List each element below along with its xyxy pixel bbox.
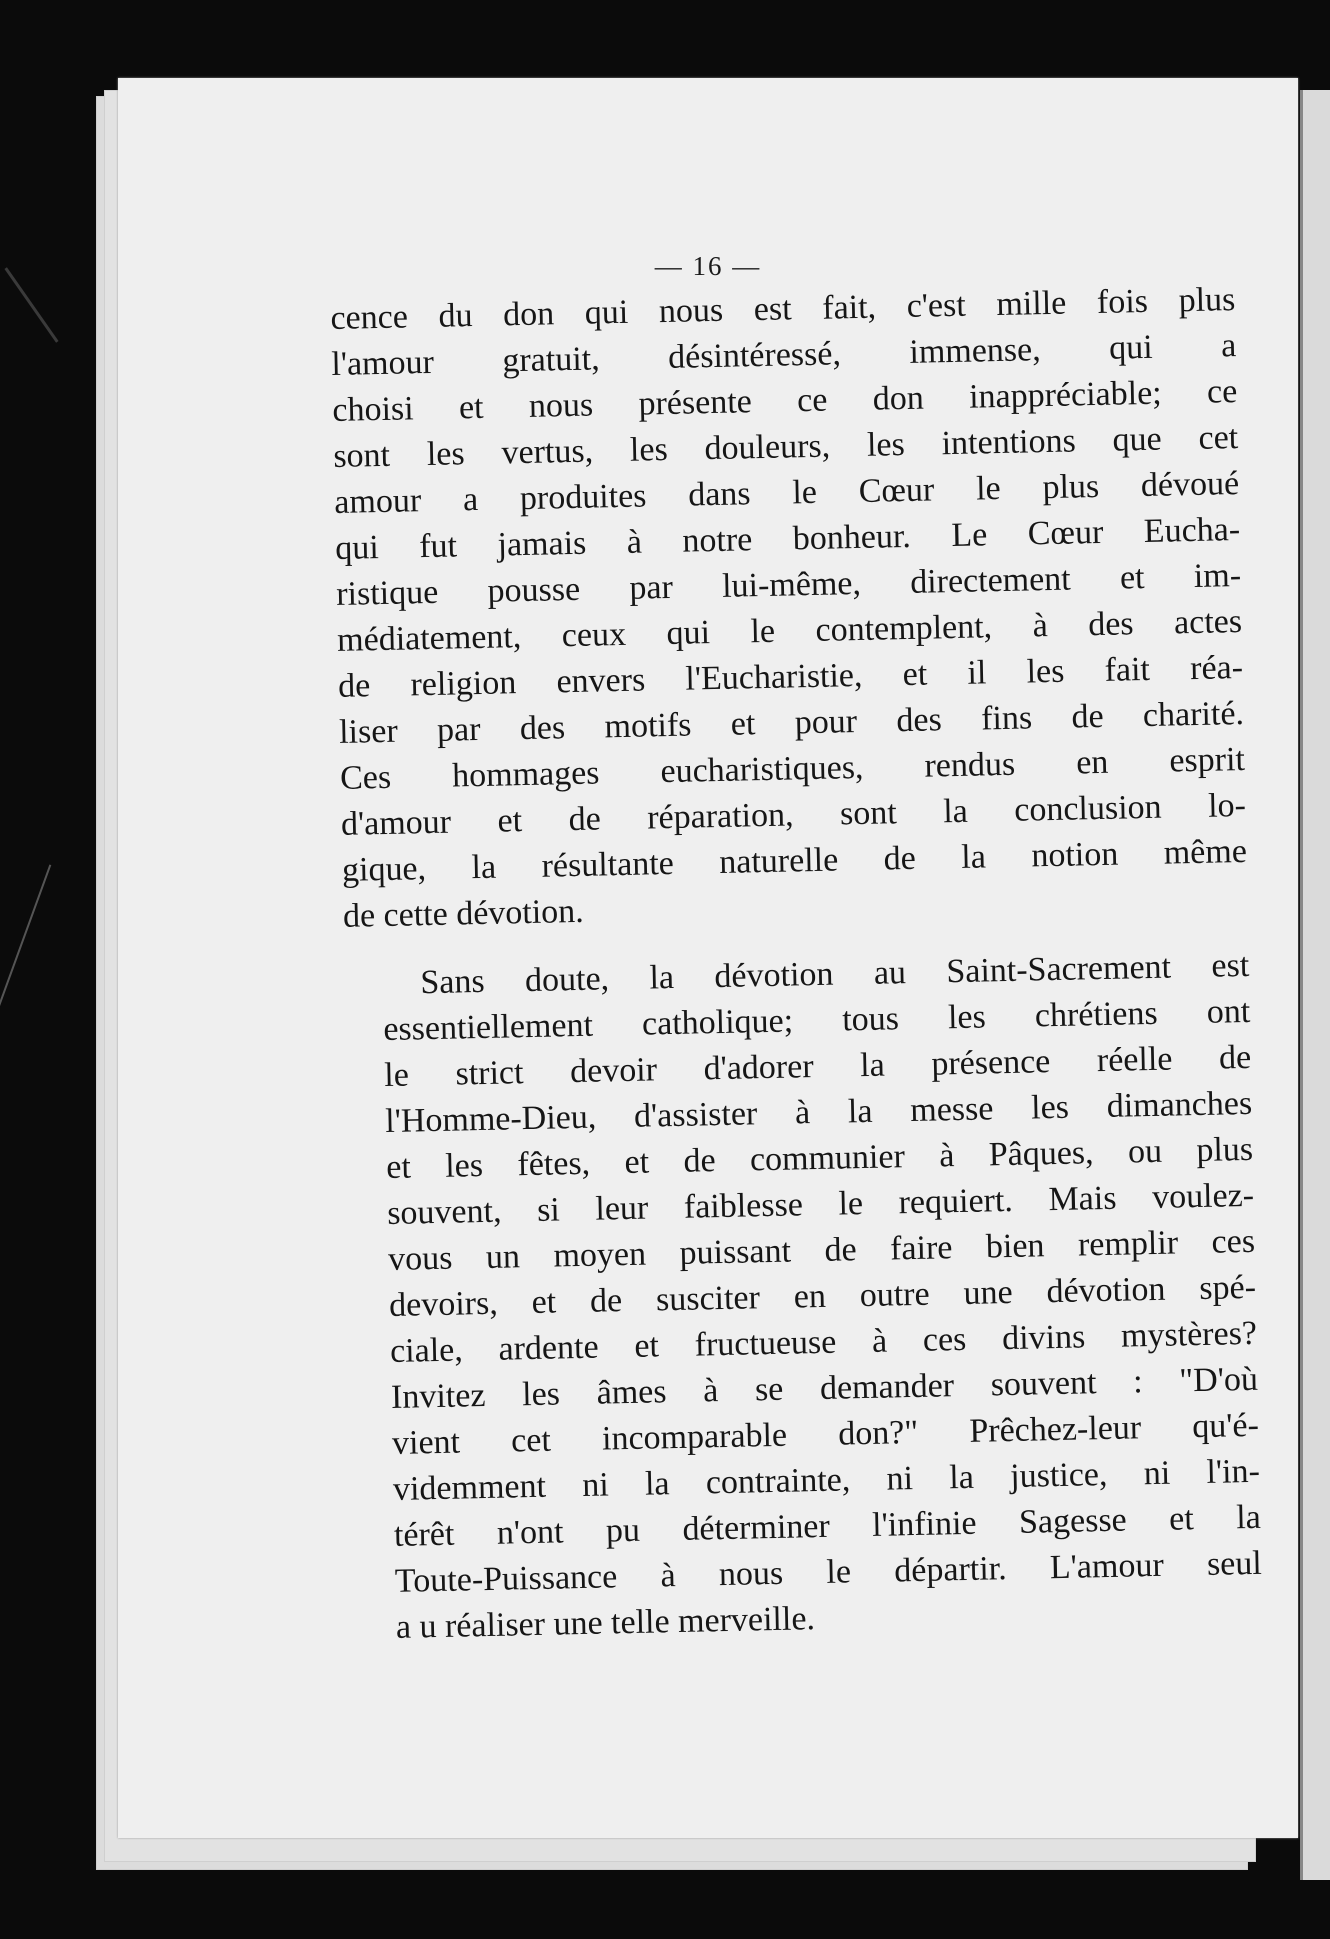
- text-line: a u réaliser une telle merveille.: [395, 1600, 816, 1646]
- paragraph-1: [330, 277, 1248, 940]
- text-line: ciale, ardente et fructueuse à ces divins mystères?: [389, 1314, 1258, 1370]
- scan-artifact: [4, 267, 58, 342]
- text-line: d'amour et de réparation, sont la conclusion lo-: [340, 786, 1247, 843]
- text-line: l'amour gratuit, désintéressé, immense, qui a: [331, 327, 1237, 383]
- text-line: souvent, si leur faiblesse le requiert. Mais voulez-: [386, 1176, 1255, 1232]
- text-line: cence du don qui nous est fait, c'est mille fois plus: [330, 281, 1236, 337]
- text-line: Toute-Puissance à nous le départir. L'amour seul: [394, 1544, 1263, 1600]
- scan-artifact: [0, 864, 51, 1015]
- text-line: Sans doute, la dévotion au Saint-Sacrement est: [420, 946, 1250, 1002]
- text-line: liser par des motifs et pour des fins de charité.: [338, 694, 1245, 751]
- text-line: l'Homme-Dieu, d'assister à la messe les dimanches: [384, 1084, 1253, 1141]
- text-line: térêt n'ont pu déterminer l'infinie Sagesse et la: [393, 1498, 1262, 1554]
- page-body: [330, 277, 1263, 1652]
- text-line: Ces hommages eucharistiques, rendus en esprit: [339, 740, 1246, 797]
- text-line: Invitez les âmes à se demander souvent : "D'où: [390, 1360, 1259, 1416]
- text-line: essentiellement catholique; tous les chrétiens ont: [382, 992, 1251, 1049]
- page-number: — 16 —: [654, 251, 762, 281]
- text-line: de religion envers l'Eucharistie, et il les fait réa-: [337, 648, 1244, 705]
- text-line: devoirs, et de susciter en outre une dévotion spé-: [388, 1268, 1257, 1324]
- text-line: vous un moyen puissant de faire bien remplir ces: [387, 1222, 1256, 1278]
- book-page: [118, 78, 1298, 1838]
- text-line: vient cet incomparable don?" Prêchez-leur qu'é-: [391, 1406, 1260, 1462]
- text-line: gique, la résultante naturelle de la notion même: [341, 832, 1248, 889]
- text-line: médiatement, ceux qui le contemplent, à des actes: [336, 602, 1243, 659]
- text-line: et les fêtes, et de communier à Pâques, ou plus: [385, 1130, 1254, 1187]
- text-line: sont les vertus, les douleurs, les intentions que cet: [332, 419, 1239, 475]
- right-page-strip: [1300, 90, 1330, 1880]
- text-line: ristique pousse par lui-même, directement et im-: [335, 556, 1242, 613]
- paragraph-2: [344, 943, 1263, 1652]
- text-line: choisi et nous présente ce don inappréciable; ce: [332, 373, 1238, 429]
- text-line: amour a produites dans le Cœur le plus dévoué: [333, 465, 1240, 521]
- text-line: videmment ni la contrainte, ni la justice, ni l'in-: [392, 1452, 1261, 1508]
- text-line: qui fut jamais à notre bonheur. Le Cœur Eucha-: [334, 510, 1241, 567]
- text-line: le strict devoir d'adorer la présence réelle de: [383, 1038, 1252, 1095]
- text-line: de cette dévotion.: [342, 892, 585, 935]
